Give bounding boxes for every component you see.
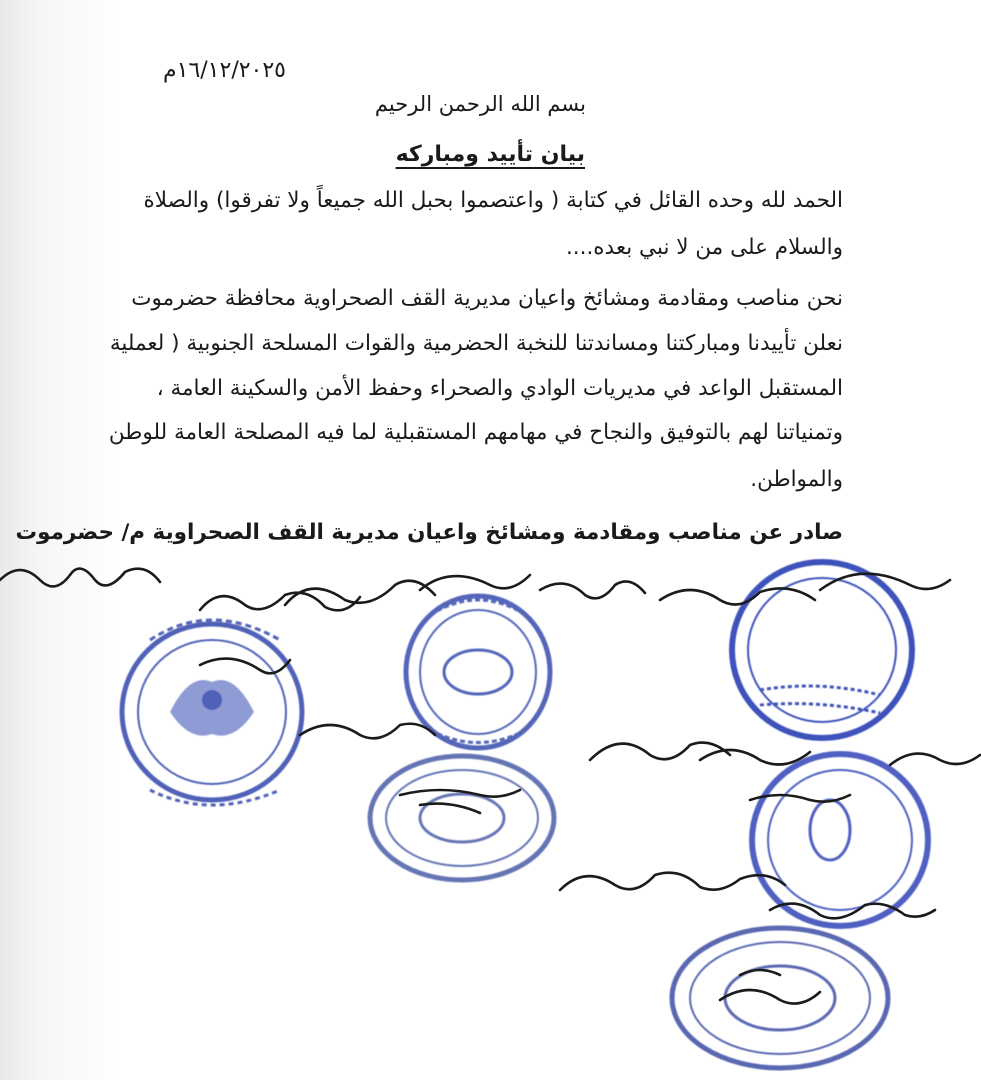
stamp-bottom xyxy=(672,928,888,1068)
basmala: بسم الله الرحمن الرحيم xyxy=(374,92,586,116)
body-line: الحمد لله وحده القائل في كتابة ( واعتصموا بحبل الله جميعاً ولا تفرقوا) والصلاة xyxy=(143,188,843,213)
body-line: نحن مناصب ومقادمة ومشائخ واعيان مديرية القف الصحراوية محافظة حضرموت xyxy=(131,286,843,311)
document-date: ١٦/١٢/٢٠٢٥م xyxy=(163,58,286,83)
stamp-center-bottom xyxy=(370,756,554,880)
stamp-center-top xyxy=(406,596,550,748)
body-line: والسلام على من لا نبي بعده.... xyxy=(565,235,843,260)
stamp-emblem xyxy=(122,620,302,805)
document-title: بيان تأييد ومباركه xyxy=(395,142,585,167)
body-line: المستقبل الواعد في مديريات الوادي والصحراء وحفظ الأمن والسكينة العامة ، xyxy=(156,376,843,401)
body-line: وتمنياتنا لهم بالتوفيق والنجاح في مهامهم المستقبلية لما فيه المصلحة العامة للوطن xyxy=(108,420,843,445)
issuer-line: صادر عن مناصب ومقادمة ومشائخ واعيان مديرية القف الصحراوية م/ حضرموت xyxy=(15,520,843,545)
stamp-right-middle xyxy=(752,754,928,926)
body-line: نعلن تأييدنا ومباركتنا ومساندتنا للنخبة الحضرمية والقوات المسلحة الجنوبية ( لعملية xyxy=(109,331,843,356)
body-line: والمواطن. xyxy=(750,467,843,492)
